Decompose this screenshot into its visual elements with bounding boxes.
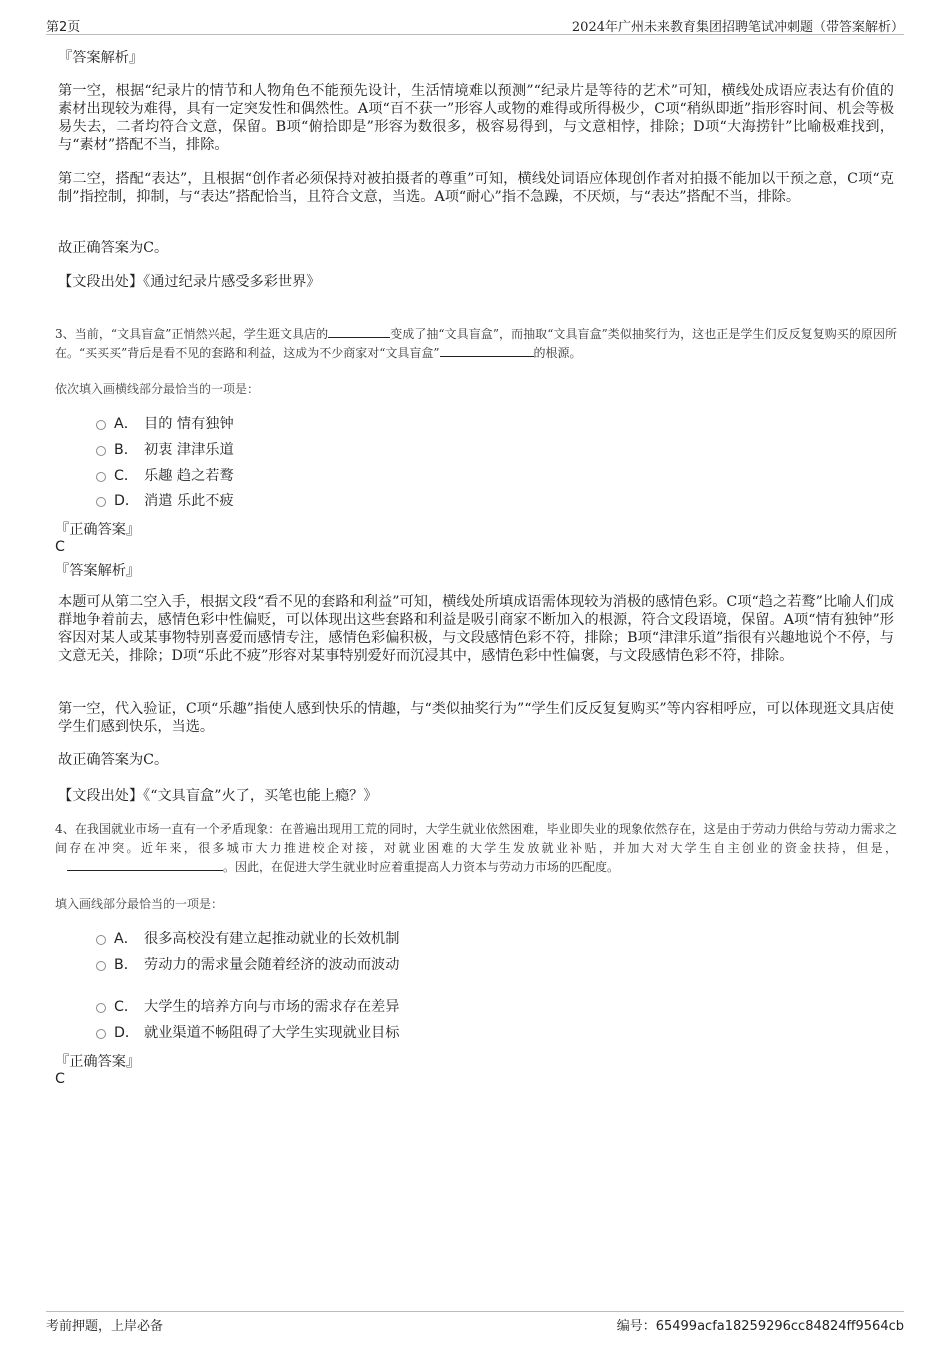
q3-conclusion: 故正确答案为C。 [58, 752, 169, 768]
prev-conclusion: 故正确答案为C。 [58, 240, 169, 256]
q4-option-d[interactable]: D． 就业渠道不畅阻碍了大学生实现就业目标 [96, 1024, 399, 1042]
radio-icon[interactable] [96, 472, 106, 482]
radio-icon[interactable] [96, 446, 106, 456]
q3-blank-1 [328, 325, 390, 338]
q4-answer-title: 『正确答案』 [55, 1054, 141, 1070]
q3-option-a[interactable]: A． 目的 情有独钟 [96, 415, 234, 433]
page-header [46, 14, 904, 35]
prev-analysis-p2: 第二空，搭配“表达”，且根据“创作者必须保持对被拍摄者的尊重”可知，横线处词语应体现创作者对拍摄不能加以干预之意，C项“克制”指控制，抑制，与“表达”搭配恰当，且符合文意，当选。A项“耐心”指不急躁，不厌烦，与“表达”搭配不当，排除。 [58, 171, 894, 205]
document-title: 2024年广州未来教育集团招聘笔试冲刺题（带答案解析） [571, 20, 904, 35]
q3-blank-2 [440, 344, 534, 357]
q4-option-b[interactable]: B． 劳动力的需求量会随着经济的波动而波动 [96, 956, 399, 974]
prev-analysis-title: 『答案解析』 [58, 50, 144, 66]
q3-answer: C [55, 539, 65, 555]
q3-analysis-p2: 第一空，代入验证，C项“乐趣”指使人感到快乐的情趣，与“类似抽奖行为”“学生们反反复复购买”等内容相呼应，可以体现逛文具店使学生们感到快乐，当选。 [58, 701, 894, 735]
q3-instruction: 依次填入画横线部分最恰当的一项是： [55, 382, 260, 396]
radio-icon[interactable] [96, 1029, 106, 1039]
q4-answer: C [55, 1071, 65, 1087]
q3-option-d[interactable]: D． 消遣 乐此不疲 [96, 492, 234, 510]
q4-blank [67, 858, 223, 871]
q3-answer-title: 『正确答案』 [55, 522, 141, 538]
q3-option-c[interactable]: C． 乐趣 趋之若鹜 [96, 467, 234, 485]
q3-source: 【文段出处】《“文具盲盒”火了，买笔也能上瘾？》 [58, 788, 378, 804]
prev-analysis-p1: 第一空，根据“纪录片的情节和人物角色不能预先设计，生活情境难以预测”“纪录片是等待的艺术”可知，横线处成语应表达有价值的素材出现较为难得，具有一定突发性和偶然性。A项“百不获一”形容人或物的难得或所得极少，C项“稍纵即逝”指形容时间、机会等极易失去，二者均符合文意，保留。B项“俯拾即是”形容为数很多，极容易得到，与文意相悖，排除；D项“大海捞针”比喻极难找到，与“素材”搭配不当，排除。 [58, 83, 894, 153]
q3-analysis-p1: 本题可从第二空入手，根据文段“看不见的套路和利益”可知，横线处所填成语需体现较为消极的感情色彩。C项“趋之若鹜”比喻人们成群地争着前去，感情色彩中性偏贬，可以体现出这些套路和利益是吸引商家不断加入的根源，符合文段语境，保留。A项“情有独钟”形容因对某人或某事物特别喜爱而感情专注，感情色彩偏积极，与文段感情色彩不符，排除；B项“津津乐道”指很有兴趣地说个不停，与文意无关，排除；D项“乐此不疲”形容对某事特别爱好而沉浸其中，感情色彩中性偏褒，与文段感情色彩不符，排除。 [58, 594, 894, 664]
q4-stem [55, 820, 897, 877]
q3-stem-part-a: 3、当前，“文具盲盒”正悄然兴起，学生逛文具店的 [55, 327, 329, 341]
q4-option-a[interactable]: A． 很多高校没有建立起推动就业的长效机制 [96, 930, 399, 948]
q3-stem [55, 325, 897, 363]
radio-icon[interactable] [96, 497, 106, 507]
document-id: 编号：65499acfa18259296cc84824ff9564cb [616, 1319, 904, 1334]
q3-stem-part-b: 变成了抽“文具盲盒”，而抽取“文具盲盒”类似抽奖行为，这也正是学生们反反复复购买的原因所在。“买买买”背后是看不见的套路和利益，这成为不少商家对“文具盲盒” [55, 327, 898, 360]
radio-icon[interactable] [96, 420, 106, 430]
q4-stem-part-b: 。因此，在促进大学生就业时应着重提高人力资本与劳动力市场的匹配度。 [223, 860, 620, 874]
q3-option-b[interactable]: B． 初衷 津津乐道 [96, 441, 234, 459]
q4-instruction: 填入画线部分最恰当的一项是： [55, 897, 224, 911]
footer-slogan: 考前押题，上岸必备 [46, 1319, 164, 1334]
q3-stem-part-c: 的根源。 [533, 346, 582, 360]
prev-source: 【文段出处】《通过纪录片感受多彩世界》 [58, 274, 321, 290]
q4-option-c[interactable]: C． 大学生的培养方向与市场的需求存在差异 [96, 998, 399, 1016]
q3-analysis-title: 『答案解析』 [55, 563, 141, 579]
radio-icon[interactable] [96, 935, 106, 945]
page-footer [46, 1311, 904, 1334]
radio-icon[interactable] [96, 961, 106, 971]
radio-icon[interactable] [96, 1003, 106, 1013]
q4-stem-part-a: 4、在我国就业市场一直有一个矛盾现象：在普遍出现用工荒的同时，大学生就业依然困难，毕业即失业的现象依然存在，这是由于劳动力供给与劳动力需求之间存在冲突。近年来，很多城市大力推进校企对接，对就业困难的大学生发放就业补贴，并加大对大学生自主创业的资金扶持，但是， [55, 822, 897, 855]
page-number: 第2页 [46, 20, 81, 35]
